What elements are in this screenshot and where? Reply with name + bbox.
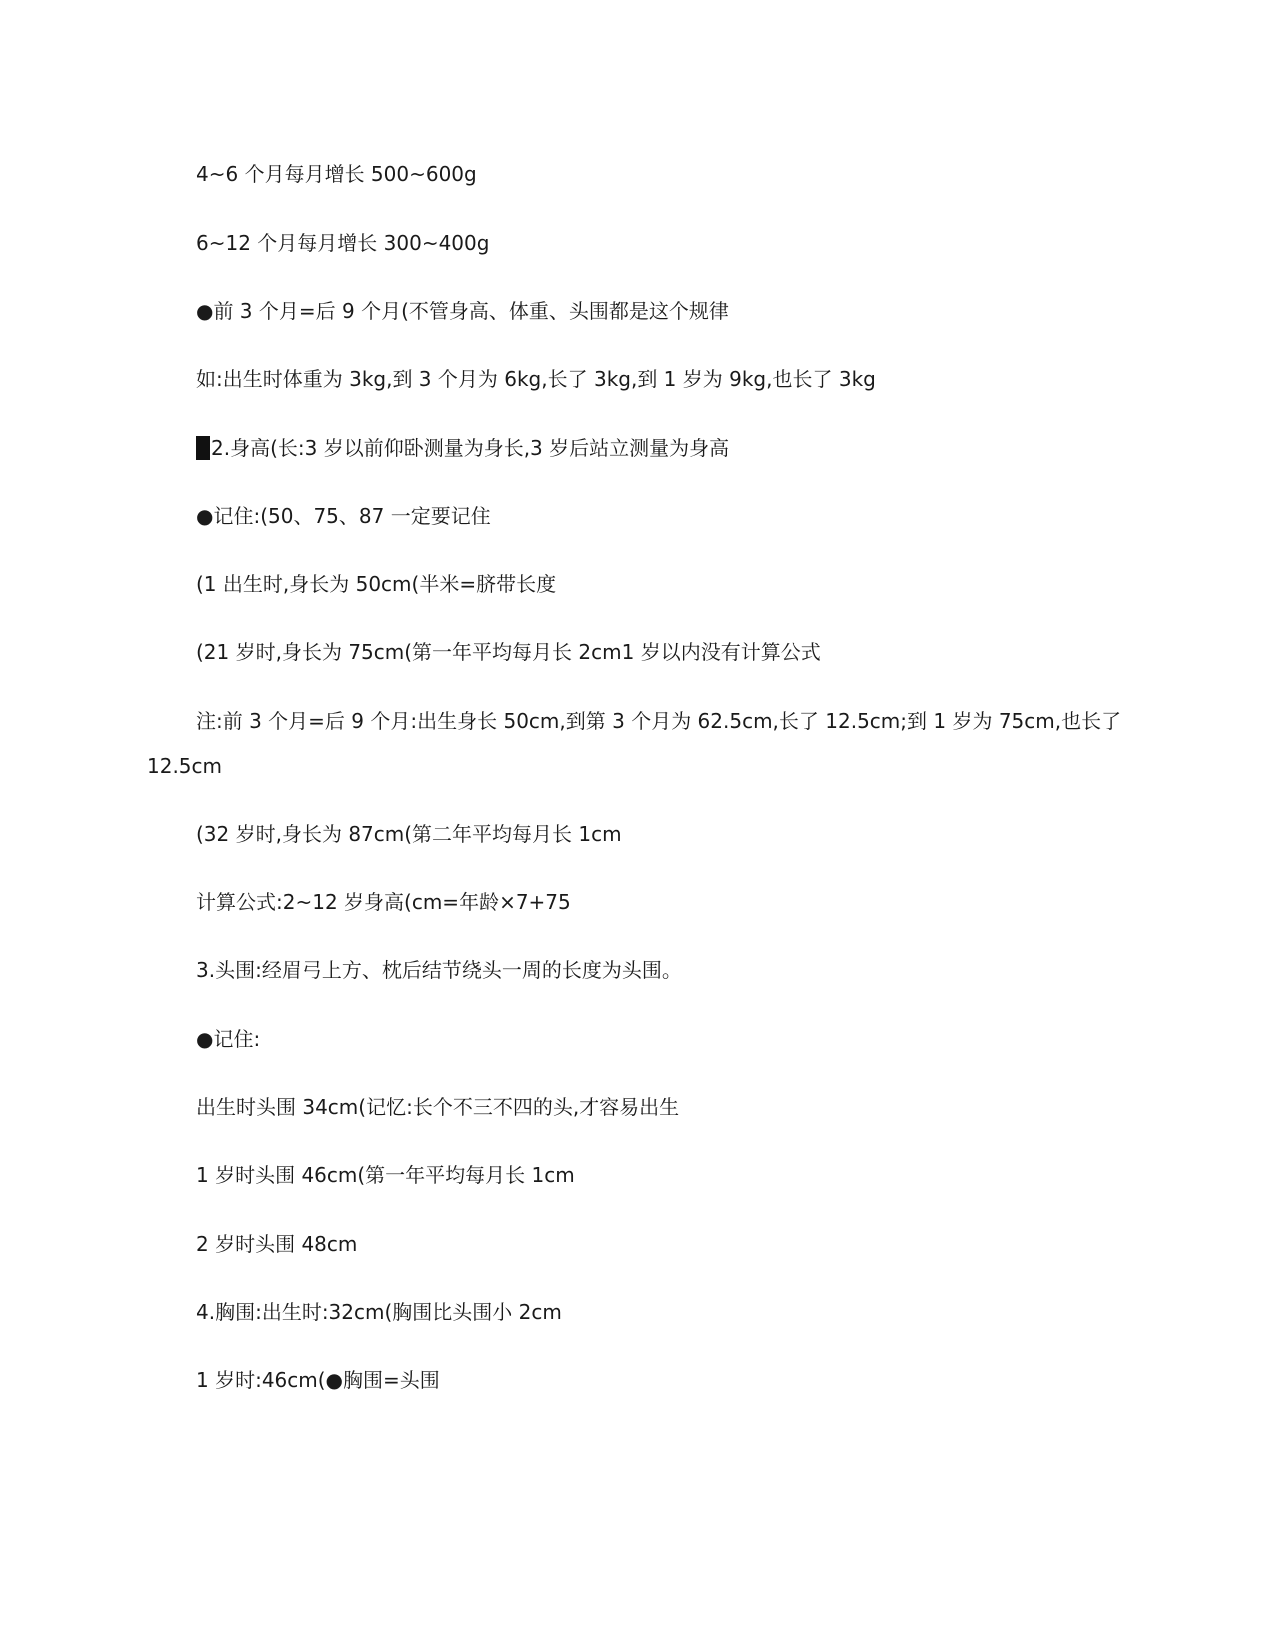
section-heading-height: 2.身高(长:3 岁以前仰卧测量为身长,3 岁后站立测量为身高 xyxy=(211,436,730,460)
text-line: 2 岁时头围 48cm xyxy=(196,1232,358,1256)
section-heading-chest-circumference: 4.胸围:出生时:32cm(胸围比头围小 2cm xyxy=(196,1300,562,1324)
text-line: 6~12 个月每月增长 300~400g xyxy=(196,231,490,255)
text-line: ●记住: xyxy=(196,1027,261,1051)
text-line: 如:出生时体重为 3kg,到 3 个月为 6kg,长了 3kg,到 1 岁为 9kg,也长了 3kg xyxy=(196,367,876,391)
text-line-with-cursor xyxy=(196,434,729,462)
text-line: (21 岁时,身长为 75cm(第一年平均每月长 2cm1 岁以内没有计算公式 xyxy=(196,640,821,664)
text-line: 出生时头围 34cm(记忆:长个不三不四的头,才容易出生 xyxy=(196,1095,680,1119)
text-line: 4~6 个月每月增长 500~600g xyxy=(196,162,477,186)
text-line: 注:前 3 个月=后 9 个月:出生身长 50cm,到第 3 个月为 62.5cm,长了 12.5cm;到 1 岁为 75cm,也长了 xyxy=(196,709,1122,733)
text-cursor-block xyxy=(196,436,210,460)
text-line: (32 岁时,身长为 87cm(第二年平均每月长 1cm xyxy=(196,822,622,846)
text-line-continuation: 12.5cm xyxy=(147,754,223,778)
text-line: 计算公式:2~12 岁身高(cm=年龄×7+75 xyxy=(196,890,571,914)
text-line: 1 岁时头围 46cm(第一年平均每月长 1cm xyxy=(196,1163,575,1187)
text-line: ●前 3 个月=后 9 个月(不管身高、体重、头围都是这个规律 xyxy=(196,299,729,323)
text-line: ●记住:(50、75、87 一定要记住 xyxy=(196,504,491,528)
text-line: (1 出生时,身长为 50cm(半米=脐带长度 xyxy=(196,572,557,596)
section-heading-head-circumference: 3.头围:经眉弓上方、枕后结节绕头一周的长度为头围。 xyxy=(196,958,682,982)
text-line: 1 岁时:46cm(●胸围=头围 xyxy=(196,1368,440,1392)
